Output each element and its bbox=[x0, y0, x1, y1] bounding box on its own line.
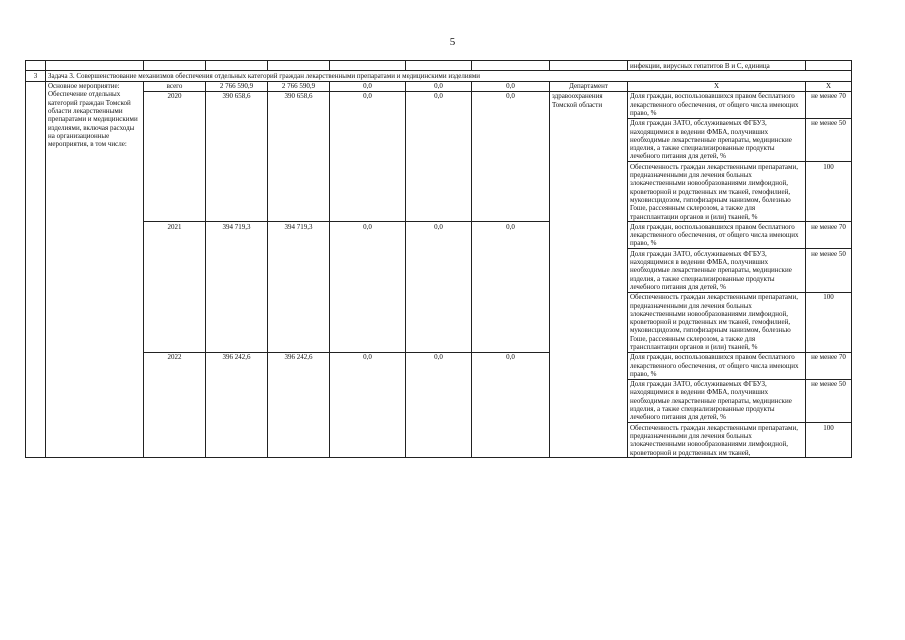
year-fed: 396 242,6 bbox=[268, 352, 330, 458]
year-cell: 2022 bbox=[144, 352, 206, 458]
indicator-cell: Доля граждан, воспользовавшихся правом бесплатного лекарственного обеспечения, от общего числа имеющих право, % bbox=[628, 352, 806, 379]
year-row bbox=[26, 222, 852, 249]
indicator-value: не менее 50 bbox=[806, 249, 852, 292]
total-label: всего bbox=[144, 81, 206, 91]
year-v1: 0,0 bbox=[330, 222, 406, 352]
year-cell: 2020 bbox=[144, 91, 206, 221]
table-row bbox=[26, 61, 852, 71]
indicator-cell: Обеспеченность граждан лекарственными препаратами, предназначенными для лечения больных злокачественными новообразованиями лимфоидной, кроветворной и родственных им тканей, bbox=[628, 423, 806, 458]
year-v2: 0,0 bbox=[406, 352, 472, 458]
year-v3: 0,0 bbox=[472, 91, 550, 221]
task-number: 3 bbox=[26, 71, 46, 81]
year-total: 396 242,6 bbox=[206, 352, 268, 458]
year-fed: 390 658,6 bbox=[268, 91, 330, 221]
indicator-value: 100 bbox=[806, 423, 852, 458]
year-v1: 0,0 bbox=[330, 91, 406, 221]
total-v1: 0,0 bbox=[330, 81, 406, 91]
year-v2: 0,0 bbox=[406, 91, 472, 221]
executor-header: Департамент bbox=[550, 81, 628, 91]
value-header: X bbox=[806, 81, 852, 91]
indicator-value: не менее 50 bbox=[806, 379, 852, 422]
indicator-cell: инфекции, вирусных гепатитов В и С, единица bbox=[628, 61, 806, 71]
indicator-value: не менее 50 bbox=[806, 118, 852, 161]
total-fed: 2 766 590,9 bbox=[268, 81, 330, 91]
year-v1: 0,0 bbox=[330, 352, 406, 458]
page-number: 5 bbox=[449, 36, 456, 48]
total-value: 2 766 590,9 bbox=[206, 81, 268, 91]
year-cell: 2021 bbox=[144, 222, 206, 352]
executor: здравоохранения Томской области bbox=[550, 91, 628, 457]
total-v3: 0,0 bbox=[472, 81, 550, 91]
year-total: 394 719,3 bbox=[206, 222, 268, 352]
year-v2: 0,0 bbox=[406, 222, 472, 352]
indicator-cell: Обеспеченность граждан лекарственными препаратами, предназначенными для лечения больных злокачественными новообразованиями лимфоидной, кроветворной и родственных им тканей, гемофилией, муковисцидозом, гипофизарным нанизмом, болезнью Гоше, рассеянным склерозом, а также для трансплантации органов и (или) тканей, % bbox=[628, 162, 806, 222]
indicator-value: не менее 70 bbox=[806, 222, 852, 249]
indicator-cell: Доля граждан, воспользовавшихся правом бесплатного лекарственного обеспечения, от общего числа имеющих право, % bbox=[628, 91, 806, 118]
year-v3: 0,0 bbox=[472, 352, 550, 458]
indicator-header: X bbox=[628, 81, 806, 91]
indicator-cell: Доля граждан ЗАТО, обслуживаемых ФГБУЗ, находящимися в ведении ФМБА, получивших необходимые лекарственные препараты, медицинские изделия, а также специализированные продукты лечебного питания для детей, % bbox=[628, 379, 806, 422]
year-row bbox=[26, 352, 852, 379]
indicator-value: 100 bbox=[806, 162, 852, 222]
year-fed: 394 719,3 bbox=[268, 222, 330, 352]
indicator-value: не менее 70 bbox=[806, 91, 852, 118]
indicator-value: 100 bbox=[806, 292, 852, 352]
indicator-cell: Доля граждан ЗАТО, обслуживаемых ФГБУЗ, находящимися в ведении ФМБА, получивших необходимые лекарственные препараты, медицинские изделия, а также специализированные продукты лечебного питания для детей, % bbox=[628, 249, 806, 292]
year-v3: 0,0 bbox=[472, 222, 550, 352]
indicator-cell: Обеспеченность граждан лекарственными препаратами, предназначенными для лечения больных злокачественными новообразованиями лимфоидной, кроветворной и родственных им тканей, гемофилией, муковисцидозом, гипофизарным нанизмом, болезнью Гоше, рассеянным склерозом, а также для трансплантации органов и (или) тканей, % bbox=[628, 292, 806, 352]
year-total: 390 658,6 bbox=[206, 91, 268, 221]
table-row bbox=[26, 81, 852, 91]
year-row bbox=[26, 91, 852, 118]
indicator-value: не менее 70 bbox=[806, 352, 852, 379]
indicator-cell: Доля граждан, воспользовавшихся правом бесплатного лекарственного обеспечения, от общего числа имеющих право, % bbox=[628, 222, 806, 249]
total-v2: 0,0 bbox=[406, 81, 472, 91]
program-table bbox=[25, 60, 852, 458]
indicator-cell: Доля граждан ЗАТО, обслуживаемых ФГБУЗ, находящимися в ведении ФМБА, получивших необходимые лекарственные препараты, медицинские изделия, а также специализированные продукты лечебного питания для детей, % bbox=[628, 118, 806, 161]
activity-name: Основное мероприятие: Обеспечение отдельных категорий граждан Томской области лекарственными препаратами и медицинскими изделиями, включая расходы на организационные мероприятия, в том числе: bbox=[46, 81, 144, 458]
task-row bbox=[26, 71, 852, 81]
task-title: Задача 3. Совершенствование механизмов обеспечения отдельных категорий граждан лекарственными препаратами и медицинскими изделиями bbox=[46, 71, 852, 81]
